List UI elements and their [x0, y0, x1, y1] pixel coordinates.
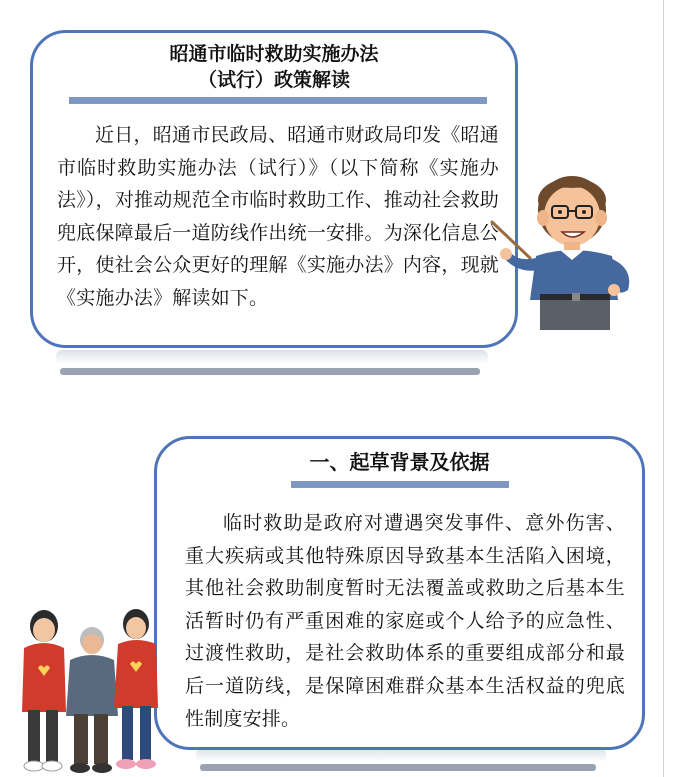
teacher-pointer-illustration: [488, 150, 648, 330]
policy-title: [33, 41, 515, 93]
card-shadow-2-soft: [196, 748, 606, 762]
card-shadow-2: [200, 764, 596, 771]
page-edge-line: [663, 0, 664, 777]
policy-title-line2: （试行）政策解读: [197, 69, 350, 91]
background-paragraph: 临时救助是政府对遭遇突发事件、意外伤害、重大疾病或其他特殊原因导致基本生活陷入困境，其他社会救助制度暂时无法覆盖或救助之后基本生活暂时仍有严重困难的家庭或个人给予的应急性、过渡性救助，是社会救助体系的重要组成部分和最后一道防线，是保障困难群众基本生活权益的兜底性制度安排。: [185, 512, 625, 730]
title-underline-bar: [69, 97, 487, 104]
policy-intro-card: [30, 30, 518, 348]
heading-underline-bar: [291, 481, 509, 488]
policy-title-line1: 昭通市临时救助实施办法: [169, 43, 379, 65]
card-shadow-1: [60, 368, 480, 375]
volunteers-helping-elder-illustration: [8, 604, 168, 777]
card-shadow-1-soft: [56, 350, 488, 364]
background-basis-card: [154, 436, 645, 750]
section-heading: 一、起草背景及依据: [309, 450, 490, 474]
intro-paragraph: 近日，昭通市民政局、昭通市财政局印发《昭通市临时救助实施办法（试行）》（以下简称《实施办法》），对推动规范全市临时救助工作、推动社会救助兜底保障最后一道防线作出统一安排。为深化信息公开，使社会公众更好的理解《实施办法》内容，现就《实施办法》解读如下。: [57, 124, 499, 309]
